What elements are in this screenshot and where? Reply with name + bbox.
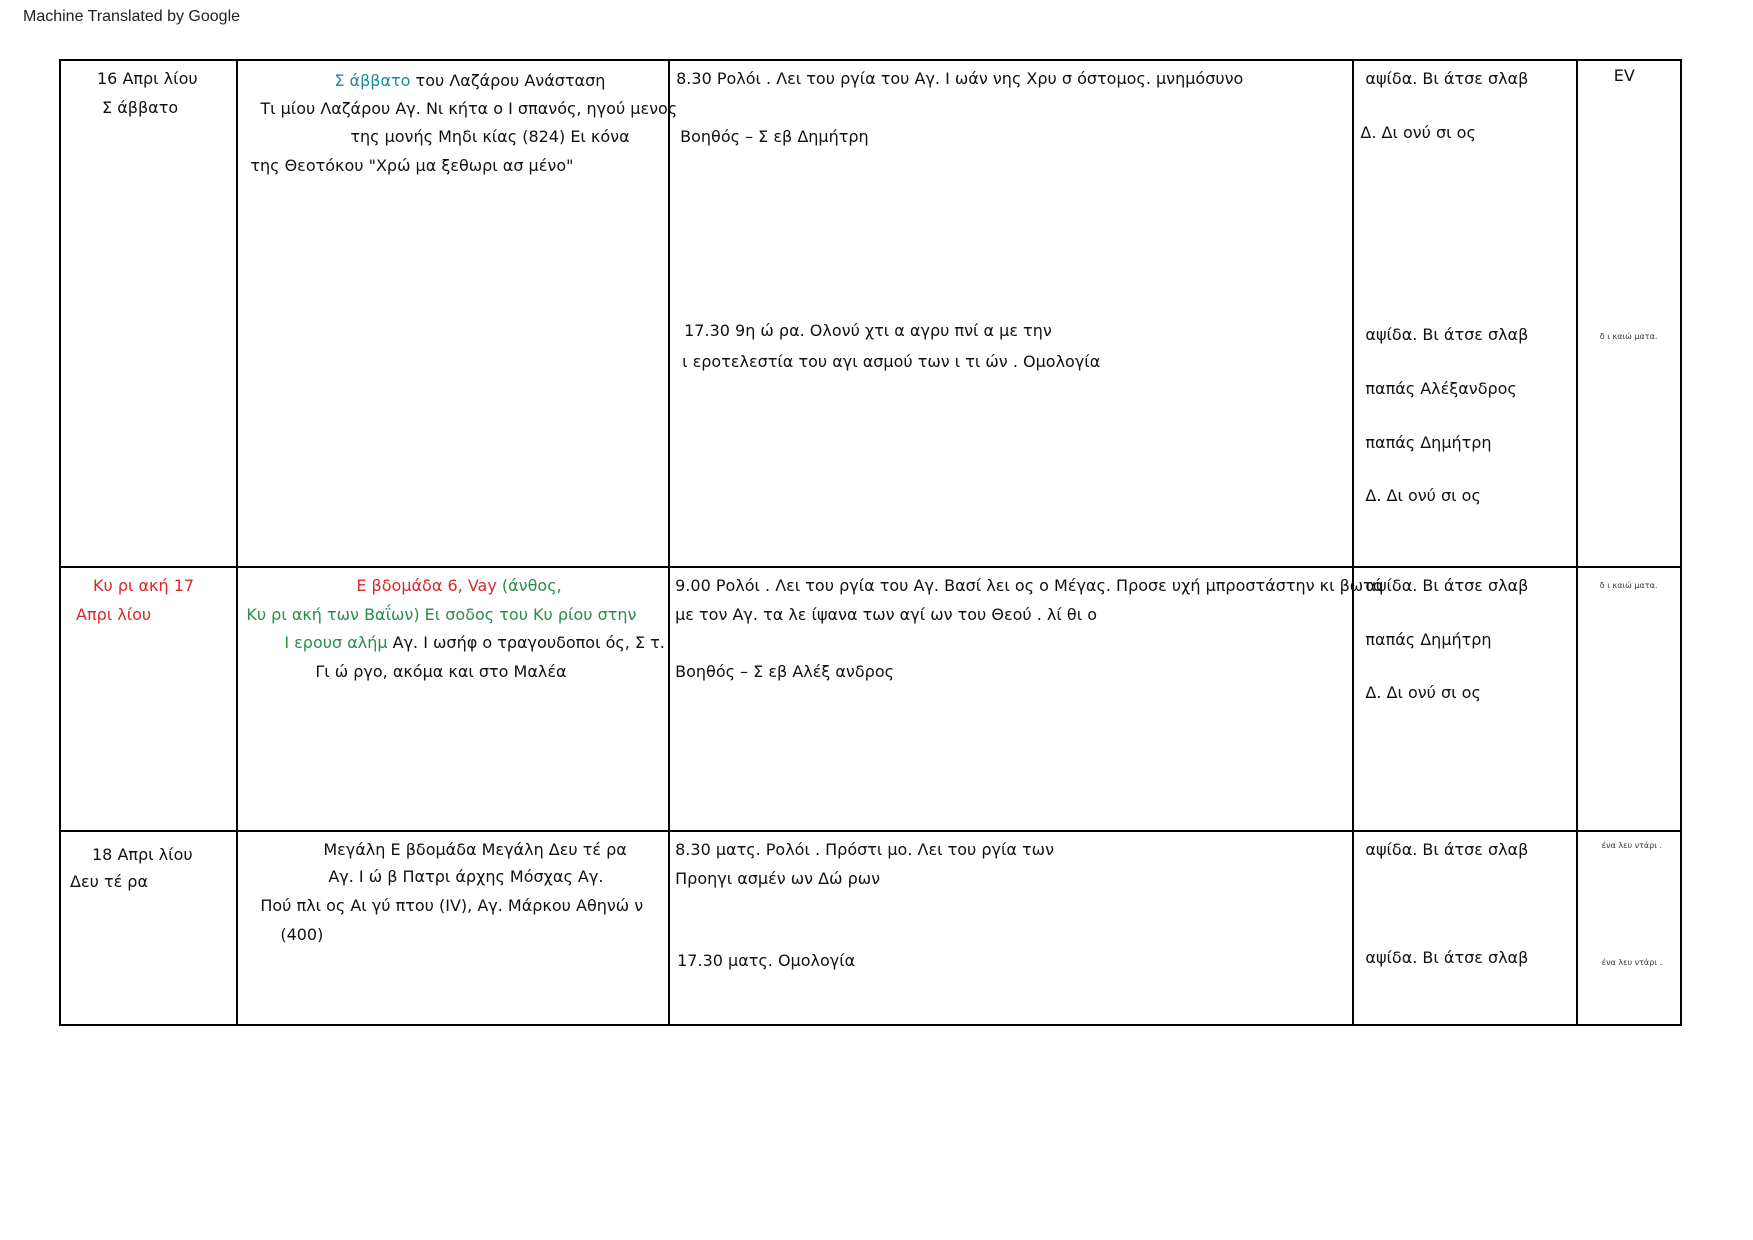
- clergy-name: αψίδα. Βι άτσε σλαβ: [1365, 840, 1529, 859]
- vestment-note: ένα λευ ντάρι .: [1601, 958, 1663, 967]
- clergy-name: αψίδα. Βι άτσε σλαβ: [1365, 325, 1529, 344]
- clergy-name: παπάς Αλέξανδρος: [1365, 379, 1517, 398]
- service-line: 9.00 Ρολόι . Λει του ργία του Αγ. Βασί λει ος ο Μέγας. Προσε υχή μπροστάστην κι βωτό: [675, 576, 1383, 595]
- feast-highlight: Ε βδομάδα 6, Vay: [356, 576, 497, 595]
- service-line: Προηγι ασμέν ων Δώ ρων: [675, 869, 881, 888]
- machine-translation-header: Machine Translated by Google: [23, 8, 241, 25]
- feast-line: της Θεοτόκου "Χρώ μα ξεθωρι ασ μένο": [250, 156, 574, 175]
- vestment-cell: [1577, 567, 1681, 831]
- clergy-name: αψίδα. Βι άτσε σλαβ: [1365, 69, 1529, 88]
- table-row: [60, 831, 1681, 1025]
- table-row: [60, 60, 1681, 567]
- feast-line: της μονής Μηδι κίας (824) Ει κόνα: [350, 127, 630, 146]
- feast-line: (400): [280, 925, 324, 944]
- feast-highlight: (άνθος,: [496, 576, 562, 595]
- feast-line: Τι μίου Λαζάρου Αγ. Νι κήτα ο Ι σπανός, ηγού μενος: [260, 99, 678, 118]
- feast-line: Γι ώ ργο, ακόμα και στο Μαλέα: [315, 662, 567, 681]
- feast-line: Κυ ρι ακή των Βαΐων) Ει σοδος του Κυ ρίου στην: [246, 605, 637, 624]
- clergy-name: Δ. Δι ονύ σι ος: [1360, 123, 1476, 142]
- date-cell: [60, 831, 237, 1025]
- date-line: 18 Απρι λίου: [92, 845, 193, 864]
- services-cell: [669, 831, 1353, 1025]
- clergy-name: παπάς Δημήτρη: [1365, 630, 1492, 649]
- clergy-name: παπάς Δημήτρη: [1365, 433, 1492, 452]
- service-line: ι εροτελεστία του αγι ασμού των ι τι ών . Ομολογία: [682, 352, 1101, 371]
- services-cell: [669, 567, 1383, 831]
- vestment-cell: [1577, 831, 1681, 1025]
- clergy-name: Δ. Δι ονύ σι ος: [1365, 683, 1481, 702]
- feast-cell: [237, 567, 669, 831]
- feast-line: [284, 628, 665, 657]
- date-cell: [60, 567, 237, 831]
- clergy-cell: [1353, 60, 1576, 567]
- date-line: Κυ ρι ακή 17: [93, 576, 195, 595]
- date-cell: [60, 60, 237, 567]
- date-line: 16 Απρι λίου: [97, 69, 198, 88]
- vestment-note: δ ι καιώ ματα.: [1599, 581, 1658, 590]
- feast-line: Πού πλι ος Αι γύ πτου (IV), Αγ. Μάρκου Αθηνώ ν: [260, 896, 644, 915]
- feast-line: Αγ. Ι ώ β Πατρι άρχης Μόσχας Αγ.: [328, 867, 604, 886]
- liturgical-schedule-table: [59, 59, 1682, 1026]
- clergy-name: αψίδα. Βι άτσε σλαβ: [1365, 948, 1529, 967]
- service-line: με τον Αγ. τα λε ίψανα των αγί ων του Θεού . λί θι ο: [675, 605, 1097, 624]
- service-line: 17.30 9η ώ ρα. Ολονύ χτι α αγρυ πνί α με την: [684, 321, 1052, 340]
- feast-line: [334, 66, 605, 95]
- feast-line: Μεγάλη Ε βδομάδα Μεγάλη Δευ τέ ρα: [323, 840, 627, 859]
- clergy-cell: [1353, 831, 1576, 1025]
- service-line: 8.30 ματς. Ρολόι . Πρόστι μο. Λει του ργία των: [675, 840, 1055, 859]
- table-row: [60, 567, 1681, 831]
- services-cell: [669, 60, 1353, 567]
- clergy-cell: [1353, 567, 1576, 831]
- vestment-note: ένα λευ ντάρι .: [1601, 841, 1663, 850]
- clergy-name: Δ. Δι ονύ σι ος: [1365, 486, 1481, 505]
- service-line: 8.30 Ρολόι . Λει του ργία του Αγ. Ι ωάν νης Χρυ σ όστομος. μνημόσυνο: [676, 69, 1244, 88]
- service-assistant: Βοηθός – Σ εβ Αλέξ ανδρος: [675, 662, 894, 681]
- vestment-cell: [1577, 60, 1681, 567]
- weekday-line: Σ άββατο: [102, 98, 179, 117]
- feast-line: [356, 571, 561, 600]
- feast-cell: [237, 831, 669, 1025]
- service-line: 17.30 ματς. Ομολογία: [677, 951, 856, 970]
- service-assistant: Βοηθός – Σ εβ Δημήτρη: [680, 127, 869, 146]
- clergy-name: αψίδα. Βι άτσε σλαβ: [1365, 576, 1529, 595]
- feast-highlight: Ι ερουσ αλήμ: [284, 633, 388, 652]
- feast-text: του Λαζάρου Ανάσταση: [410, 71, 606, 90]
- date-line: Απρι λίου: [76, 605, 152, 624]
- weekday-line: Δευ τέ ρα: [70, 872, 149, 891]
- feast-cell: [237, 60, 678, 567]
- vestment-note: δ ι καιώ ματα.: [1599, 332, 1658, 341]
- feast-text: Αγ. Ι ωσήφ ο τραγουδοποι ός, Σ τ.: [387, 633, 665, 652]
- feast-highlight: Σ άββατο: [334, 71, 411, 90]
- vestment-note: EV: [1613, 66, 1635, 85]
